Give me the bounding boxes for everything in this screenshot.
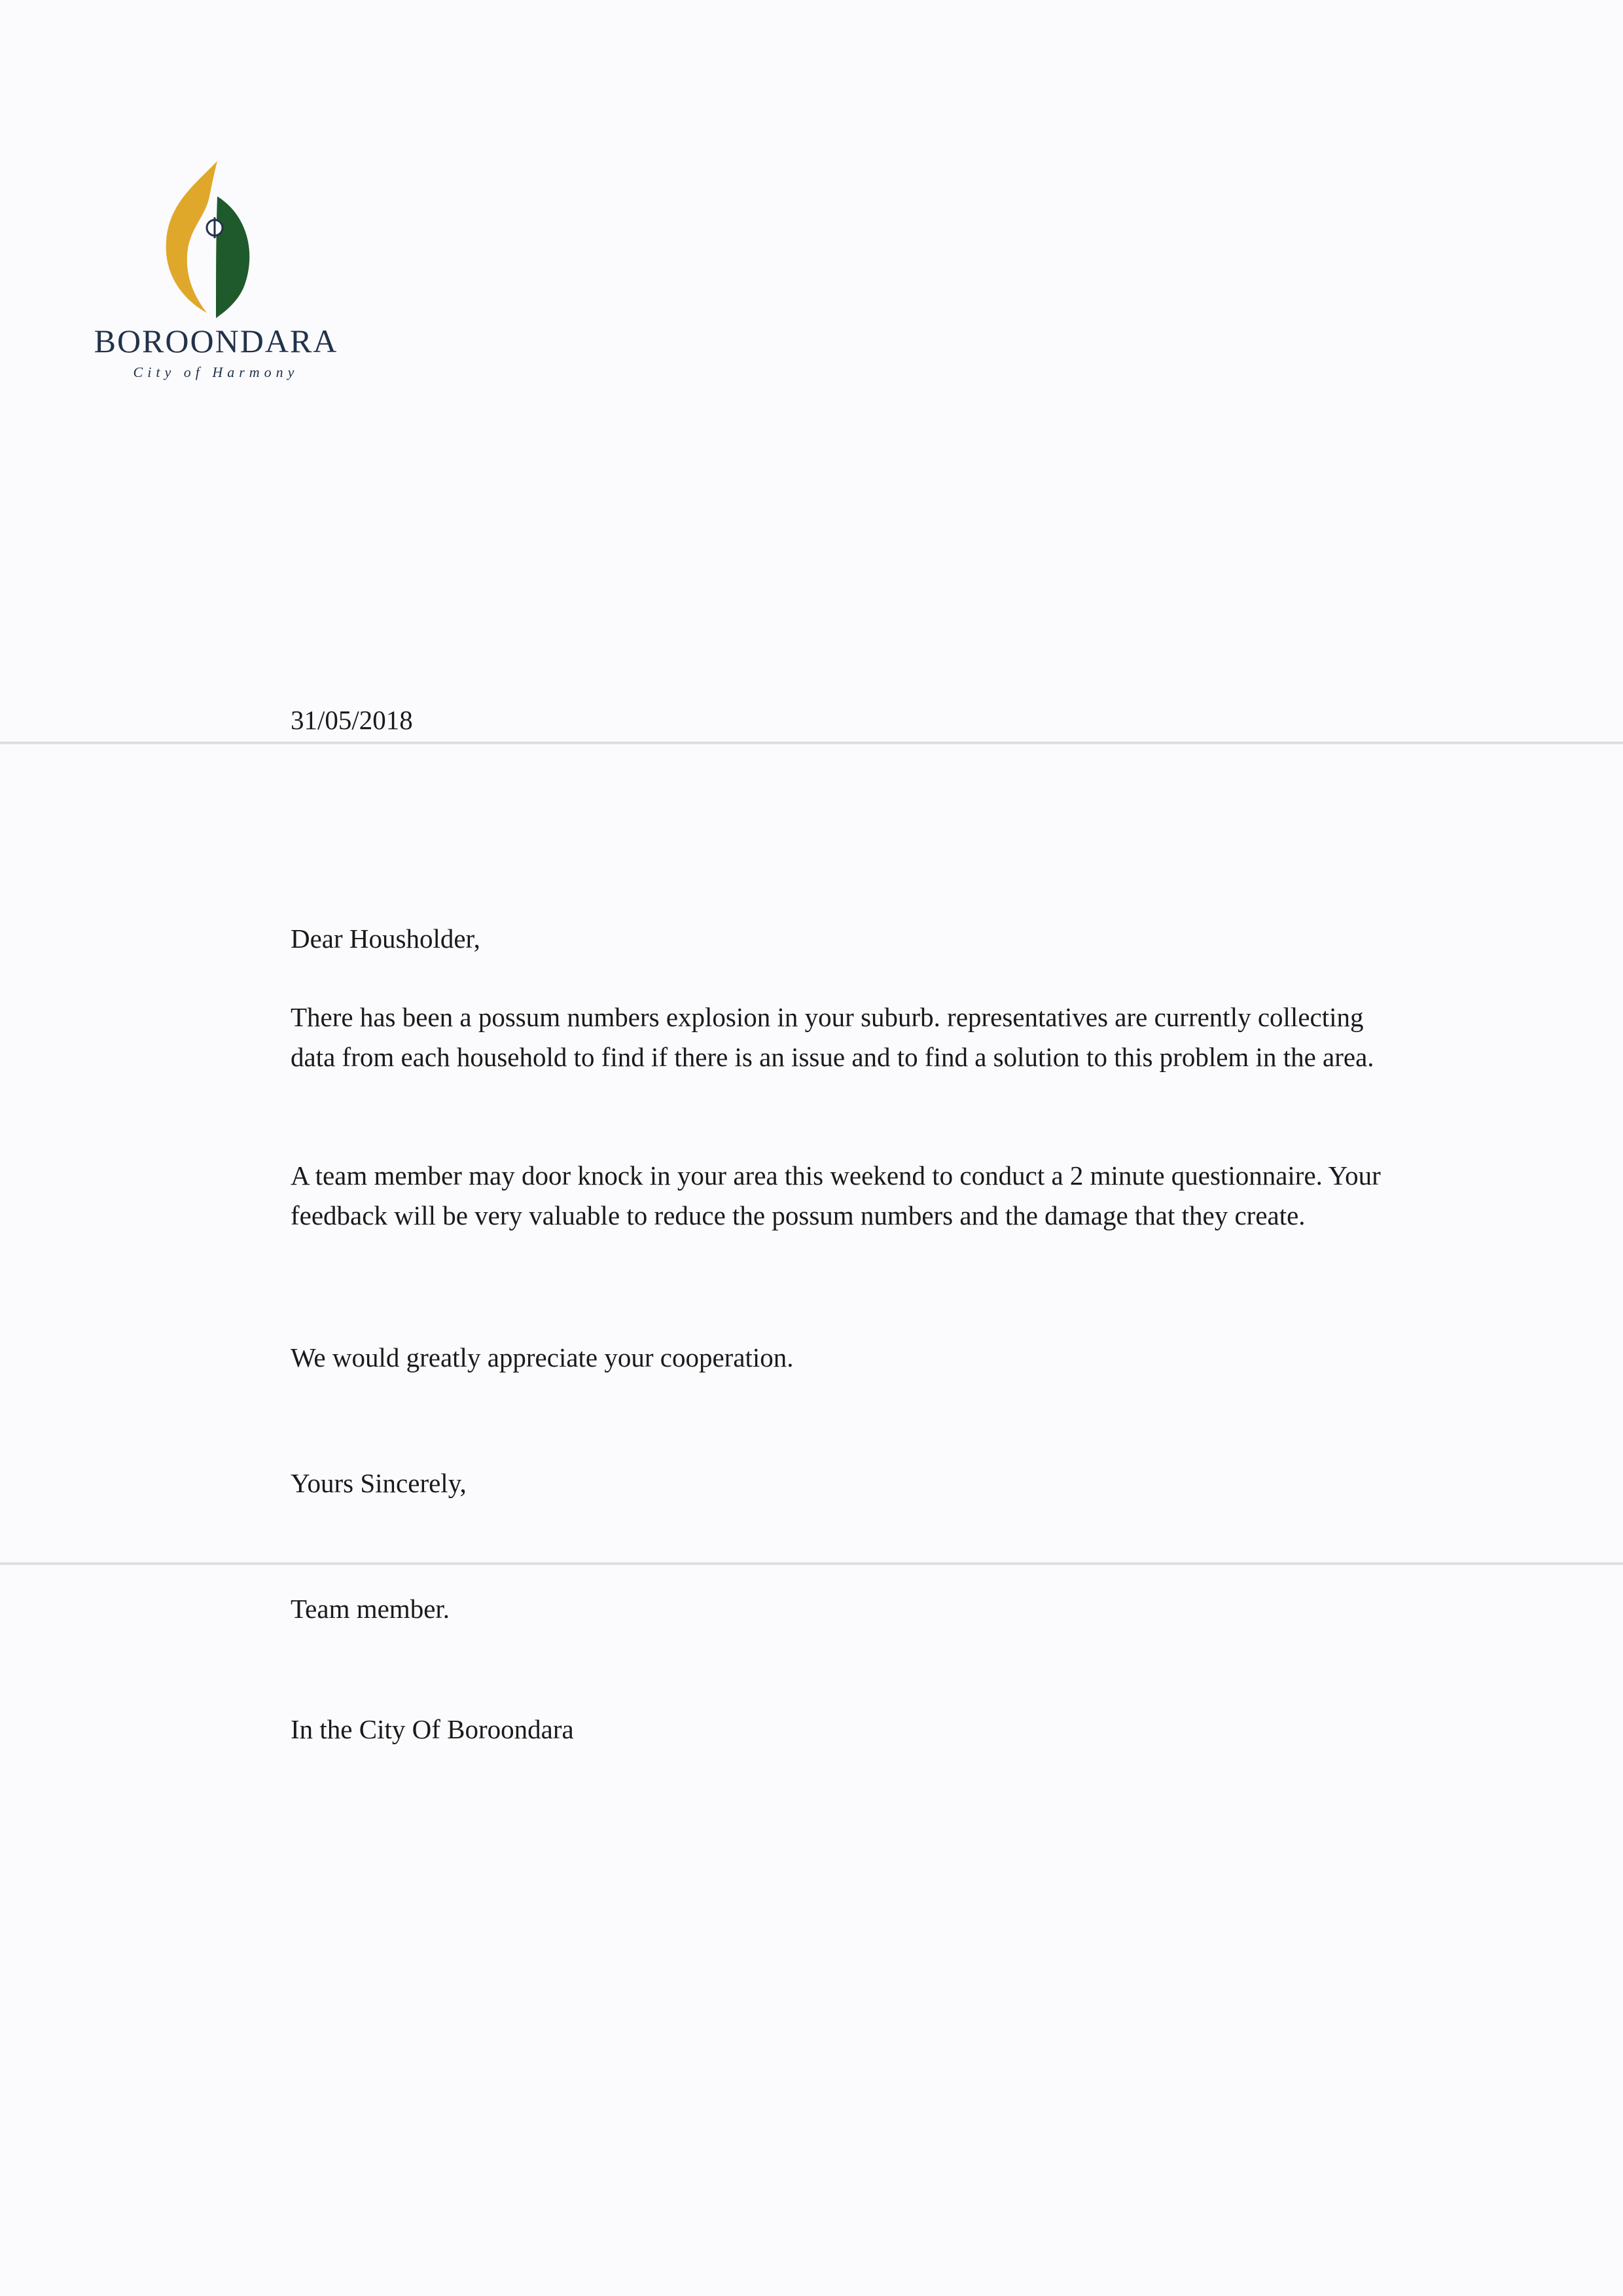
boroondara-logo xyxy=(92,157,340,393)
salutation: Dear Housholder, xyxy=(291,924,480,954)
organization-name: BOROONDARA xyxy=(94,323,338,359)
paper-fold-line xyxy=(0,741,1623,745)
signer: Team member. xyxy=(291,1594,450,1624)
closing: Yours Sincerely, xyxy=(291,1468,467,1498)
body-paragraph: There has been a possum numbers explosion in your suburb. representatives are currently collecting data from each household to find if there is an issue and to find a solution to this problem in the area. xyxy=(291,1002,1374,1072)
body-paragraph: A team member may door knock in your area this weekend to conduct a 2 minute questionnaire. Your feedback will be very valuable to reduce the possum numbers and the damage that they create. xyxy=(291,1160,1381,1230)
paper-fold-line xyxy=(0,1562,1623,1566)
letter-date: 31/05/2018 xyxy=(291,705,413,735)
organization-tagline: City of Harmony xyxy=(133,364,299,380)
signer-organization: In the City Of Boroondara xyxy=(291,1714,574,1744)
boroondara-flame-leaf-icon xyxy=(157,157,262,321)
body-paragraph: We would greatly appreciate your cooperation. xyxy=(291,1342,794,1372)
